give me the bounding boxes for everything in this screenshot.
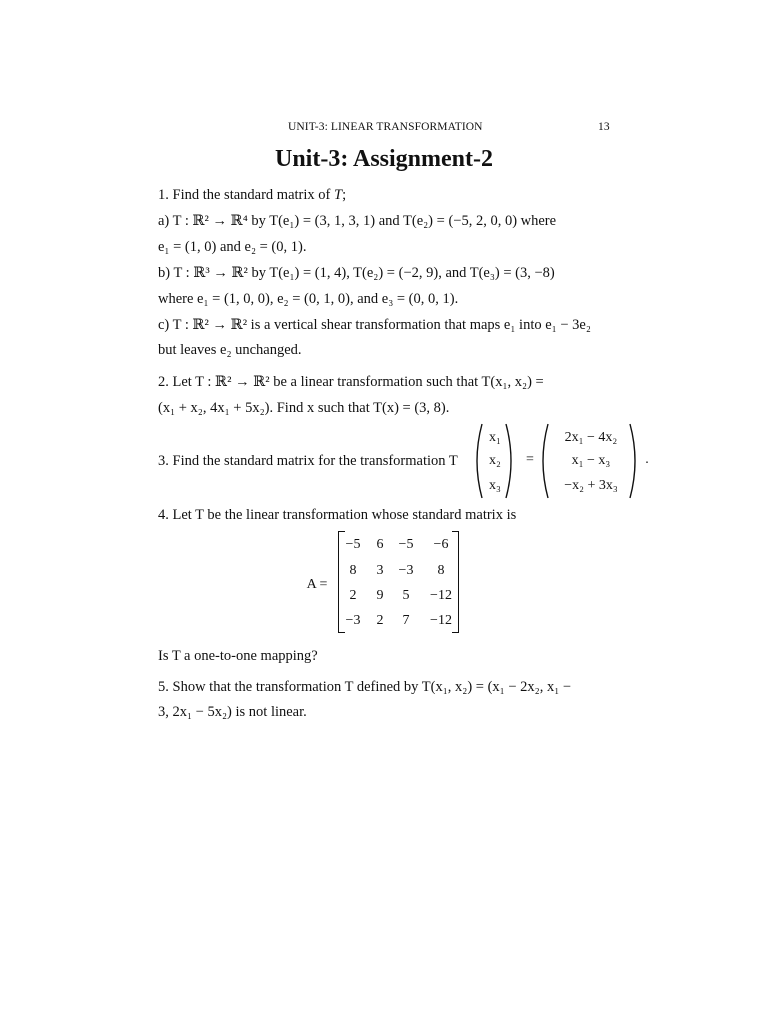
q3-equals: =: [526, 452, 534, 467]
matrix-cell: −3: [345, 613, 361, 628]
matrix-cell: −5: [345, 537, 361, 552]
q2-number: 2.: [158, 374, 169, 390]
q4-text-body: Let T be the linear transformation whose standard matrix is: [168, 507, 517, 523]
q3-period: .: [645, 452, 649, 467]
q3-rhs-row1: 2x₁ − 4x₂: [564, 430, 618, 445]
q3-lhs-x2: x₂: [489, 453, 501, 468]
q2-line1: [158, 373, 544, 391]
q1-part-a-line2: e₁ = (1, 0) and e₂ = (0, 1).: [158, 239, 307, 255]
q1-intro-end: ;: [342, 187, 347, 203]
q1-part-b-line1: b) T : ℝ³ → ℝ² by T(e₁) = (1, 4), T(e₂) = (−2, 9), and T(e₃) = (3, −8): [158, 265, 555, 281]
q3-rhs-row2: x₁ − x₃: [571, 453, 611, 468]
q5-line1: [158, 678, 571, 696]
matrix-cell: −12: [430, 613, 452, 628]
q5-line1-text: Show that the transformation T defined by T(x₁, x₂) = (x₁ − 2x₂, x₁ −: [168, 679, 572, 695]
q3-lhs-x1: x₁: [489, 430, 501, 445]
matrix-cell: −5: [398, 537, 414, 552]
q3-lhs-x3: x₃: [489, 478, 501, 493]
q3-rhs-row3: −x₂ + 3x₃: [564, 478, 618, 493]
q3-number: 3.: [158, 453, 169, 469]
matrix-cell: 7: [402, 613, 410, 628]
matrix-cell: 8: [349, 563, 357, 578]
matrix-cell: 6: [376, 537, 384, 552]
q3-text-body: Find the standard matrix for the transformation T: [168, 453, 458, 469]
q1-part-c-line1: c) T : ℝ² → ℝ² is a vertical shear transformation that maps e₁ into e₁ − 3e₂: [158, 317, 591, 333]
q1-part-b-line2: where e₁ = (1, 0, 0), e₂ = (0, 1, 0), and e₃ = (0, 0, 1).: [158, 291, 459, 307]
q5-line2: 3, 2x₁ − 5x₂) is not linear.: [158, 704, 307, 720]
q1-part-c-line2: but leaves e₂ unchanged.: [158, 342, 302, 358]
q1-intro-text: Find the standard matrix of: [168, 187, 334, 203]
q1-intro-T: T: [333, 187, 343, 203]
q1-number: 1.: [158, 187, 169, 203]
matrix-cell: −12: [430, 588, 452, 603]
q2-line1-text: Let T : ℝ² → ℝ² be a linear transformation such that T(x₁, x₂) =: [168, 374, 544, 390]
q1-intro: [158, 186, 346, 204]
matrix-cell: 5: [402, 588, 410, 603]
q5-number: 5.: [158, 679, 169, 695]
matrix-cell: 8: [437, 563, 445, 578]
q4-question: Is T a one-to-one mapping?: [158, 648, 318, 664]
q1-part-a-line1: a) T : ℝ² → ℝ⁴ by T(e₁) = (3, 1, 3, 1) and T(e₂) = (−5, 2, 0, 0) where: [158, 213, 557, 229]
matrix-cell: −6: [433, 537, 449, 552]
q2-line2: (x₁ + x₂, 4x₁ + 5x₂). Find x such that T(x) = (3, 8).: [158, 400, 450, 416]
page-number: 13: [598, 121, 610, 133]
q4-number: 4.: [158, 507, 169, 523]
matrix-cell: 3: [376, 563, 384, 578]
matrix-cell: 2: [376, 613, 384, 628]
matrix-cell: 9: [376, 588, 384, 603]
assignment-title: Unit-3: Assignment-2: [274, 146, 493, 172]
matrix-label: A =: [306, 577, 328, 592]
q4-text: [158, 506, 516, 524]
running-title: UNIT-3: LINEAR TRANSFORMATION: [288, 121, 483, 133]
q3-text: [158, 452, 458, 470]
matrix-cell: 2: [349, 588, 357, 603]
matrix-cell: −3: [398, 563, 414, 578]
